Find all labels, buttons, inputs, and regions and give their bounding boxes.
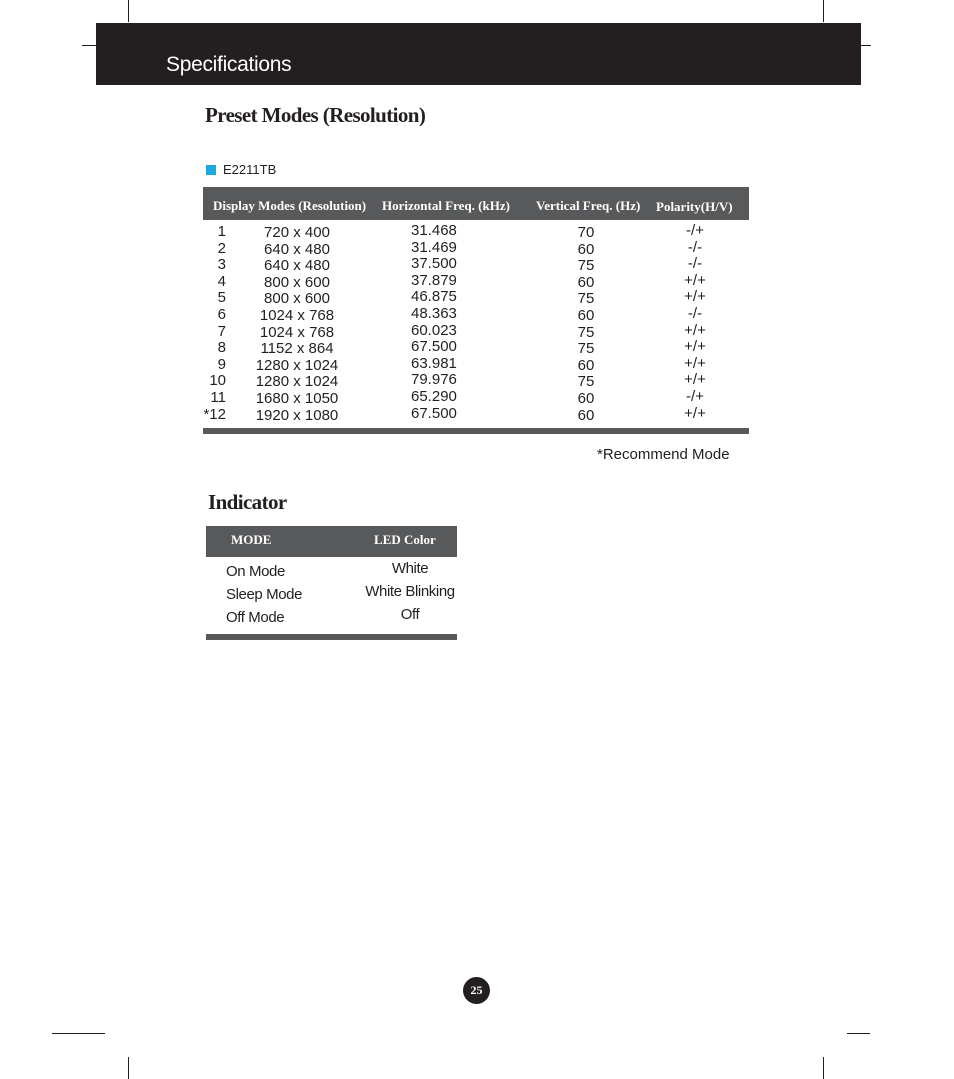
vertical-freq-cell: 60 bbox=[577, 389, 595, 407]
crop-mark bbox=[823, 1057, 824, 1079]
indicator-mode-cell: Off Mode bbox=[226, 609, 285, 626]
col-mode: MODE bbox=[231, 532, 272, 547]
resolution-cell: 1280 x 1024 bbox=[255, 373, 339, 391]
col-led-color: LED Color bbox=[374, 532, 436, 547]
resolution-cell: 640 x 480 bbox=[264, 240, 330, 258]
col-polarity: Polarity(H/V) bbox=[656, 199, 733, 214]
horizontal-freq-cell: 67.500 bbox=[411, 404, 457, 422]
vertical-freq-cell: 75 bbox=[577, 340, 595, 358]
resolution-cell: 1920 x 1080 bbox=[255, 406, 339, 424]
crop-mark bbox=[128, 1057, 129, 1079]
resolution-cell: 1152 x 864 bbox=[260, 340, 334, 358]
mode-number-cell: *12 bbox=[203, 405, 226, 423]
col-display-modes: Display Modes (Resolution) bbox=[213, 198, 367, 213]
preset-table-bottom-rule bbox=[203, 428, 749, 434]
vertical-freq-cell: 70 bbox=[577, 224, 595, 241]
resolution-cell: 1024 x 768 bbox=[259, 323, 335, 341]
horizontal-freq-cell: 65.290 bbox=[411, 387, 457, 405]
indicator-mode-cell: Sleep Mode bbox=[226, 586, 303, 603]
vertical-freq-cell: 75 bbox=[577, 290, 595, 308]
mode-number-cell: 9 bbox=[217, 355, 226, 373]
indicator-color-cell: White bbox=[391, 560, 429, 577]
vertical-freq-cell: 60 bbox=[577, 273, 595, 291]
mode-number-cell: 6 bbox=[217, 305, 226, 323]
polarity-cell: +/+ bbox=[684, 321, 706, 339]
resolution-column bbox=[237, 225, 357, 424]
vertical-freq-cell: 60 bbox=[577, 306, 595, 324]
crop-mark bbox=[847, 1033, 870, 1034]
mode-number-column bbox=[196, 224, 226, 423]
mode-number-cell: 8 bbox=[217, 339, 226, 357]
resolution-cell: 1280 x 1024 bbox=[255, 356, 339, 374]
vertical-freq-cell: 75 bbox=[577, 323, 595, 341]
page-number: 25 bbox=[463, 977, 490, 1004]
header-title: Specifications bbox=[166, 53, 292, 76]
indicator-color-column bbox=[355, 557, 465, 626]
vertical-freq-cell: 60 bbox=[577, 406, 595, 424]
polarity-cell: +/+ bbox=[684, 354, 706, 372]
polarity-cell: +/+ bbox=[684, 338, 706, 356]
crop-mark bbox=[823, 0, 824, 22]
polarity-cell: +/+ bbox=[684, 288, 706, 306]
indicator-mode-column bbox=[226, 560, 302, 629]
polarity-cell: +/+ bbox=[684, 404, 706, 422]
mode-number-cell: 5 bbox=[217, 289, 226, 307]
model-bullet-icon bbox=[206, 165, 216, 175]
polarity-cell: -/- bbox=[687, 304, 703, 322]
polarity-cell: -/+ bbox=[686, 222, 704, 239]
vertical-freq-cell: 75 bbox=[577, 373, 595, 391]
horizontal-freq-cell: 60.023 bbox=[411, 321, 457, 339]
mode-number-cell: 10 bbox=[209, 372, 226, 390]
polarity-cell: -/- bbox=[687, 255, 703, 273]
polarity-cell: +/+ bbox=[684, 371, 706, 389]
mode-number-cell: 4 bbox=[217, 272, 226, 290]
model-label: E2211TB bbox=[223, 162, 277, 177]
resolution-cell: 1024 x 768 bbox=[259, 306, 335, 324]
resolution-cell: 800 x 600 bbox=[264, 290, 330, 308]
mode-number-cell: 11 bbox=[210, 388, 226, 406]
recommend-mode-note: *Recommend Mode bbox=[597, 446, 730, 463]
polarity-cell: -/- bbox=[687, 238, 703, 256]
resolution-cell: 640 x 480 bbox=[264, 257, 330, 275]
mode-number-cell: 1 bbox=[217, 223, 226, 240]
horizontal-freq-cell: 46.875 bbox=[411, 288, 457, 306]
indicator-table-bottom-rule bbox=[206, 634, 457, 640]
horizontal-freq-cell: 31.468 bbox=[411, 222, 457, 239]
horizontal-freq-cell: 37.879 bbox=[411, 271, 457, 289]
polarity-column bbox=[670, 223, 720, 422]
col-horizontal-freq: Horizontal Freq. (kHz) bbox=[382, 198, 510, 213]
crop-mark bbox=[82, 45, 96, 46]
horizontal-freq-cell: 79.976 bbox=[411, 371, 457, 389]
vertical-freq-cell: 75 bbox=[577, 257, 595, 275]
resolution-cell: 720 x 400 bbox=[264, 224, 330, 241]
mode-number-cell: 2 bbox=[217, 239, 226, 257]
col-vertical-freq: Vertical Freq. (Hz) bbox=[536, 198, 641, 213]
indicator-title: Indicator bbox=[208, 490, 287, 514]
vertical-freq-cell: 60 bbox=[577, 356, 595, 374]
indicator-color-cell: White Blinking bbox=[365, 583, 455, 600]
horizontal-freq-cell: 37.500 bbox=[411, 255, 457, 273]
polarity-cell: -/+ bbox=[686, 387, 704, 405]
mode-number-cell: 7 bbox=[217, 322, 226, 340]
crop-mark bbox=[52, 1033, 105, 1034]
horizontal-freq-cell: 31.469 bbox=[411, 238, 457, 256]
indicator-table-header bbox=[206, 526, 457, 557]
preset-modes-title: Preset Modes (Resolution) bbox=[205, 103, 426, 127]
indicator-color-cell: Off bbox=[400, 606, 420, 623]
crop-mark bbox=[861, 45, 871, 46]
horizontal-freq-cell: 48.363 bbox=[411, 304, 457, 322]
header-bar bbox=[96, 23, 861, 85]
resolution-cell: 1680 x 1050 bbox=[255, 389, 339, 407]
crop-mark bbox=[128, 0, 129, 22]
mode-number-cell: 3 bbox=[217, 256, 226, 274]
horizontal-freq-cell: 63.981 bbox=[411, 354, 457, 372]
preset-table-header bbox=[203, 187, 749, 220]
resolution-cell: 800 x 600 bbox=[264, 273, 330, 291]
indicator-mode-cell: On Mode bbox=[226, 563, 285, 580]
horizontal-freq-cell: 67.500 bbox=[411, 338, 457, 356]
polarity-cell: +/+ bbox=[684, 271, 706, 289]
horizontal-freq-column bbox=[411, 223, 481, 422]
vertical-freq-cell: 60 bbox=[577, 240, 595, 258]
vertical-freq-column bbox=[566, 225, 606, 424]
model-row bbox=[206, 162, 276, 177]
